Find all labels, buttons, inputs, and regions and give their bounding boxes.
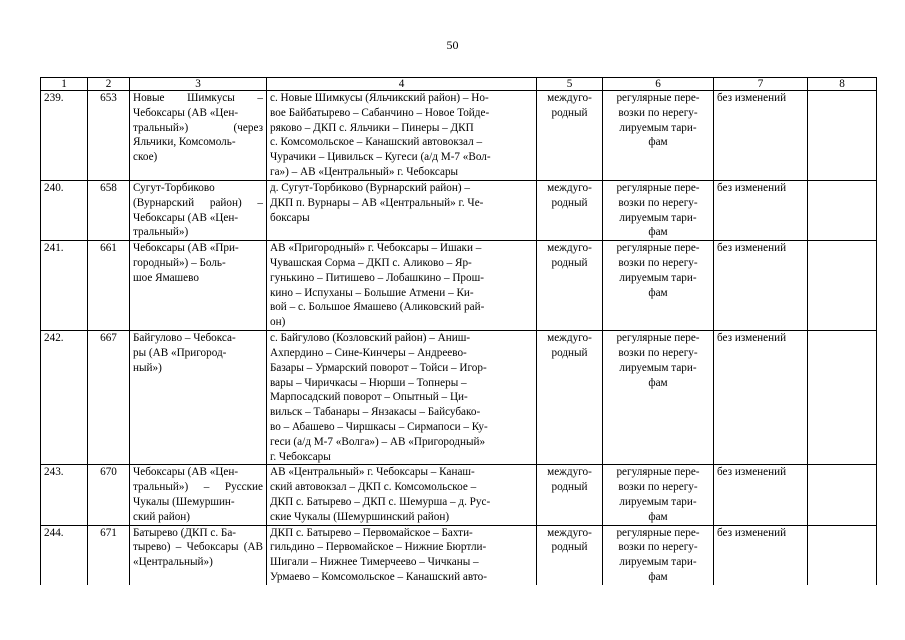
- route-code-cell: 661: [88, 241, 130, 331]
- transport-mode-cell: регулярные пере- возки по нерегу- лируемым тари- фам: [603, 91, 714, 181]
- change-status-cell: без изменений: [714, 241, 808, 331]
- route-type-cell: междуго- родный: [537, 525, 603, 585]
- route-name-cell: Байгулово – Чебокса- ры (АВ «Пригород- ный»): [130, 331, 267, 465]
- table-row: [41, 331, 877, 465]
- change-status-cell: без изменений: [714, 465, 808, 525]
- routes-table: [40, 77, 877, 585]
- route-type-cell: междуго- родный: [537, 465, 603, 525]
- route-path-cell: АВ «Центральный» г. Чебоксары – Канаш- ский автовокзал – ДКП с. Комсомольское – ДКП с. Батырево – ДКП с. Шемурша – д. Рус- ские Чукалы (Шемуршинский район): [267, 465, 537, 525]
- route-type-cell: междуго- родный: [537, 331, 603, 465]
- route-path-cell: с. Байгулово (Козловский район) – Аниш- Ахпердино – Сине-Кинчеры – Андреево- Базары – Урмарский поворот – Тойси – Игор- вары – Чиричкасы – Нюрши – Топнеры – Марпосадский поворот – Опытный – Ци- вильск – Табанары – Янзакасы – Байсубако- во – Абашево – Чиршкасы – Сирмапоси – Ку- геси (а/д М-7 «Волга») – АВ «Пригородный» г. Чебоксары: [267, 331, 537, 465]
- route-code-cell: 671: [88, 525, 130, 585]
- route-number-cell: 242.: [41, 331, 88, 465]
- route-name-cell: Чебоксары (АВ «При- городный») – Боль- шое Ямашево: [130, 241, 267, 331]
- table-row: [41, 181, 877, 241]
- change-status-cell: без изменений: [714, 525, 808, 585]
- column-header: 5: [537, 78, 603, 91]
- column-header: 1: [41, 78, 88, 91]
- extra-cell: [808, 181, 877, 241]
- route-number-cell: 244.: [41, 525, 88, 585]
- route-code-cell: 658: [88, 181, 130, 241]
- extra-cell: [808, 331, 877, 465]
- route-path-cell: ДКП с. Батырево – Первомайское – Бахти- гильдино – Первомайское – Нижние Бюртли- Шигали – Нижнее Тимерчеево – Чичканы – Урмаево – Комсомольское – Канашский авто-: [267, 525, 537, 585]
- route-number-cell: 239.: [41, 91, 88, 181]
- extra-cell: [808, 91, 877, 181]
- column-header: 2: [88, 78, 130, 91]
- column-header: 6: [603, 78, 714, 91]
- table-header-row: [41, 78, 877, 91]
- route-code-cell: 653: [88, 91, 130, 181]
- extra-cell: [808, 525, 877, 585]
- column-header: 7: [714, 78, 808, 91]
- route-path-cell: д. Сугут-Торбиково (Вурнарский район) – ДКП п. Вурнары – АВ «Центральный» г. Че- боксары: [267, 181, 537, 241]
- extra-cell: [808, 465, 877, 525]
- route-path-cell: с. Новые Шимкусы (Яльчикский район) – Но- вое Байбатырево – Сабанчино – Новое Тойде- ряково – ДКП с. Яльчики – Пинеры – ДКП с. Комсомольское – Канашский автовокзал – Чурачики – Цивильск – Кугеси (а/д М-7 «Вол- га») – АВ «Центральный» г. Чебоксары: [267, 91, 537, 181]
- route-code-cell: 670: [88, 465, 130, 525]
- route-name-cell: Чебоксары (АВ «Цен- тральный») – Русские Чукалы (Шемуршин- ский район): [130, 465, 267, 525]
- table-row: [41, 525, 877, 585]
- route-type-cell: междуго- родный: [537, 241, 603, 331]
- extra-cell: [808, 241, 877, 331]
- transport-mode-cell: регулярные пере- возки по нерегу- лируемым тари- фам: [603, 181, 714, 241]
- table-row: [41, 465, 877, 525]
- route-path-cell: АВ «Пригородный» г. Чебоксары – Ишаки – Чувашская Сорма – ДКП с. Аликово – Яр- гунькино – Питишево – Лобашкино – Прош- кино – Испуханы – Большие Атмени – Ки- вой – с. Большое Ямашево (Аликовский рай- он): [267, 241, 537, 331]
- route-code-cell: 667: [88, 331, 130, 465]
- route-type-cell: междуго- родный: [537, 91, 603, 181]
- route-number-cell: 243.: [41, 465, 88, 525]
- change-status-cell: без изменений: [714, 181, 808, 241]
- column-header: 4: [267, 78, 537, 91]
- route-name-cell: Сугут-Торбиково (Вурнарский район) – Чебоксары (АВ «Цен- тральный»): [130, 181, 267, 241]
- change-status-cell: без изменений: [714, 331, 808, 465]
- route-number-cell: 240.: [41, 181, 88, 241]
- page-number: 50: [446, 38, 459, 52]
- route-name-cell: Новые Шимкусы – Чебоксары (АВ «Цен- тральный») (через Яльчики, Комсомоль- ское): [130, 91, 267, 181]
- transport-mode-cell: регулярные пере- возки по нерегу- лируемым тари- фам: [603, 331, 714, 465]
- transport-mode-cell: регулярные пере- возки по нерегу- лируемым тари- фам: [603, 525, 714, 585]
- transport-mode-cell: регулярные пере- возки по нерегу- лируемым тари- фам: [603, 241, 714, 331]
- column-header: 3: [130, 78, 267, 91]
- route-type-cell: междуго- родный: [537, 181, 603, 241]
- table-row: [41, 91, 877, 181]
- column-header: 8: [808, 78, 877, 91]
- route-number-cell: 241.: [41, 241, 88, 331]
- transport-mode-cell: регулярные пере- возки по нерегу- лируемым тари- фам: [603, 465, 714, 525]
- route-name-cell: Батырево (ДКП с. Ба- тырево) – Чебоксары (АВ «Центральный»): [130, 525, 267, 585]
- change-status-cell: без изменений: [714, 91, 808, 181]
- table-row: [41, 241, 877, 331]
